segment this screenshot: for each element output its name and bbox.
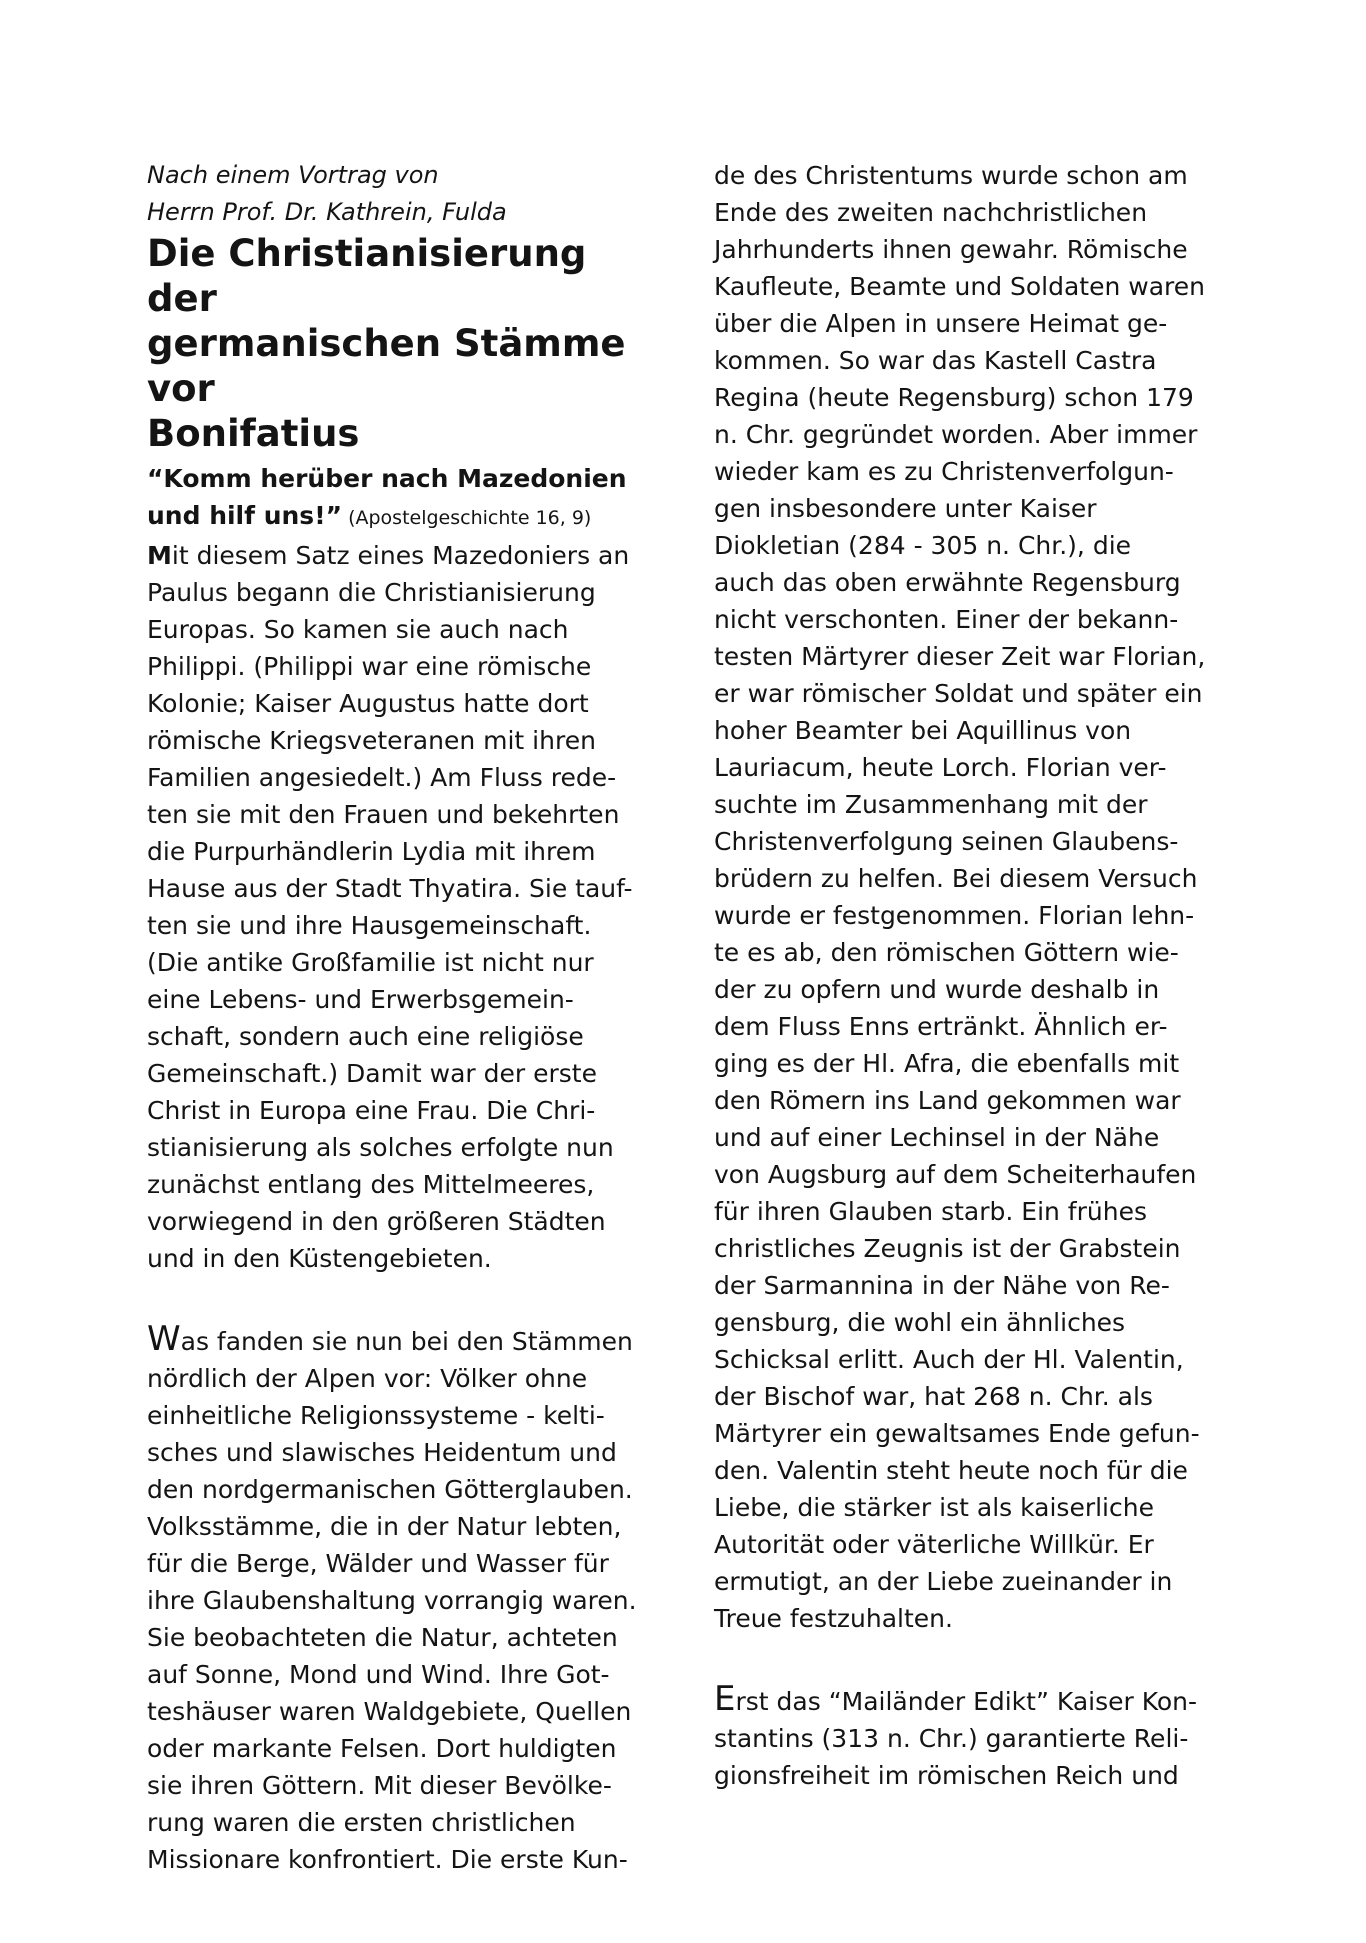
paragraph-gap [714, 1637, 1234, 1681]
paragraph-body: it diesem Satz eines Mazedoniers an Paulus begann die Christianisierung Europas. So kamen sie auch nach Philippi. (Philippi war eine römische Kolonie; Kaiser Augustus hatte dort römische Kriegsveteranen mit ihren Familien angesiedelt.) Am Fluss rede- ten sie mit den Frauen und bekehrten die Purpurhändlerin Lydia mit ihrem Hause aus der Stadt Thyatira. Sie tauf- ten sie und ihre Hausgemeinschaft. (Die antike Großfamilie ist nicht nur eine Lebens- und Erwerbsgemein- schaft, sondern auch eine religiöse Gemeinschaft.) Damit war der erste Christ in Europa eine Frau. Die Chri- stianisierung als solches erfolgte nun zunächst entlang des Mittelmeeres, vorwiegend in den größeren Städten und in den Küstengebieten. [147, 541, 633, 1273]
paragraph-two [147, 1321, 667, 1878]
right-column [714, 157, 1234, 1794]
intro-paragraph [147, 460, 667, 1277]
paragraph-four [714, 1681, 1234, 1794]
quote-citation: (Apostelgeschichte 16, 9) [342, 507, 592, 529]
initial-letter: E [714, 1679, 736, 1719]
initial-letter: W [147, 1319, 181, 1359]
byline: Nach einem Vortrag von Herrn Prof. Dr. Kathrein, Fulda [147, 161, 507, 226]
paragraph-body: as fanden sie nun bei den Stämmen nördlich der Alpen vor: Völker ohne einheitliche Religionssysteme - kelti- sches und slawisches Heidentum und den nordgermanischen Götterglauben. Volksstämme, die in der Natur lebten, für die Berge, Wälder und Wasser für ihre Glaubenshaltung vorrangig waren. Sie beobachteten die Natur, achteten auf Sonne, Mond und Wind. Ihre Got- teshäuser waren Waldgebiete, Quellen oder markante Felsen. Dort huldigten sie ihren Göttern. Mit dieser Bevölke- rung waren die ersten christlichen Missionare konfrontiert. Die erste Kun- [147, 1327, 637, 1874]
bible-quote: “Komm herüber nach Mazedonien und hilf uns!” [147, 464, 627, 530]
paragraph-body: rst das “Mailänder Edikt” Kaiser Kon- stantins (313 n. Chr.) garantierte Reli- gionsfreiheit im römischen Reich und [714, 1687, 1198, 1790]
paragraph-three: de des Christentums wurde schon am Ende des zweiten nachchristlichen Jahrhunderts ihnen gewahr. Römische Kaufleute, Beamte und Soldaten waren über die Alpen in unsere Heimat ge- kommen. So war das Kastell Castra Regina (heute Regensburg) schon 179 n. Chr. gegründet worden. Aber immer wieder kam es zu Christenverfolgun- gen insbesondere unter Kaiser Diokletian (284 - 305 n. Chr.), die auch das oben erwähnte Regensburg nicht verschonten. Einer der bekann- testen Märtyrer dieser Zeit war Florian, er war römischer Soldat und später ein hoher Beamter bei Aquillinus von Lauriacum, heute Lorch. Florian ver- suchte im Zusammenhang mit der Christenverfolgung seinen Glaubens- brüdern zu helfen. Bei diesem Versuch wurde er festgenommen. Florian lehn- te es ab, den römischen Göttern wie- der zu opfern und wurde deshalb in dem Fluss Enns ertränkt. Ähnlich er- ging es der Hl. Afra, die ebenfalls mit den Römern ins Land gekommen war und auf einer Lechinsel in der Nähe von Augsburg auf dem Scheiterhaufen für ihren Glauben starb. Ein frühes christliches Zeugnis ist der Grabstein der Sarmannina in der Nähe von Re- gensburg, die wohl ein ähnliches Schicksal erlitt. Auch der Hl. Valentin, der Bischof war, hat 268 n. Chr. als Märtyrer ein gewaltsames Ende gefun- den. Valentin steht heute noch für die Liebe, die stärker ist als kaiserliche Autorität oder väterliche Willkür. Er ermutigt, an der Liebe zueinander in Treue festzuhalten. [714, 161, 1206, 1633]
paragraph-lead-letter: M [147, 541, 172, 570]
left-column [147, 157, 667, 1878]
paragraph-gap [147, 1277, 667, 1321]
article-title: Die Christianisierung der germanischen Stämme vor Bonifatius [147, 232, 626, 455]
